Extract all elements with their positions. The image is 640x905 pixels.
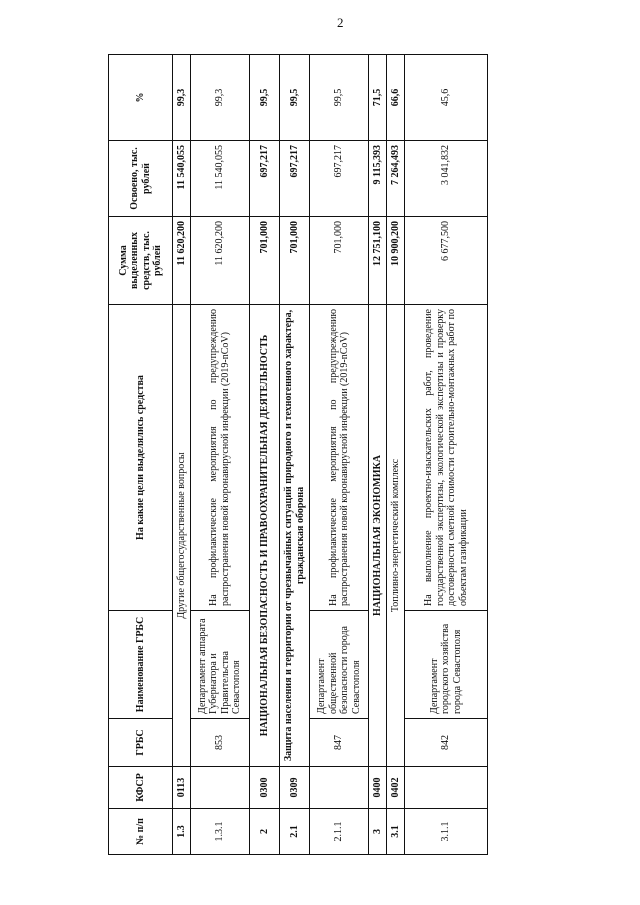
row-allocated: 11 620,200 — [173, 217, 191, 305]
row-section-title: Защита населения и территории от чрезвычайных ситуаций природного и техногенного характера, гражданская оборона — [280, 305, 310, 767]
table-row — [368, 55, 386, 855]
row-allocated: 701,000 — [310, 217, 369, 305]
row-percent: 99,5 — [249, 55, 279, 141]
row-allocated: 6 677,500 — [405, 217, 488, 305]
table-wrapper — [108, 55, 488, 855]
row-grbs: 842 — [405, 719, 488, 767]
row-spent: 697,217 — [249, 141, 279, 217]
header-purpose: На какие цели выделялись средства — [109, 305, 173, 611]
row-grbs: 853 — [191, 719, 250, 767]
row-num: 2.1 — [280, 809, 310, 855]
table-row — [173, 55, 191, 855]
row-grbs: 847 — [310, 719, 369, 767]
row-percent: 99,3 — [173, 55, 191, 141]
row-section-title: НАЦИОНАЛЬНАЯ ЭКОНОМИКА — [368, 305, 386, 767]
row-percent: 99,5 — [310, 55, 369, 141]
header-grbs-name: Наименование ГРБС — [109, 611, 173, 719]
row-spent: 697,217 — [280, 141, 310, 217]
header-percent: % — [109, 55, 173, 141]
row-num: 2 — [249, 809, 279, 855]
row-spent: 11 540,055 — [173, 141, 191, 217]
header-kfsr: КФСР — [109, 767, 173, 809]
row-kfsr: 0400 — [368, 767, 386, 809]
rotated-page-area — [108, 55, 488, 855]
row-spent: 11 540,055 — [191, 141, 250, 217]
row-num: 2.1.1 — [310, 809, 369, 855]
table-row — [387, 55, 405, 855]
budget-table — [108, 54, 488, 855]
table-header-row — [109, 55, 173, 855]
table-row — [191, 55, 250, 855]
row-kfsr: 0300 — [249, 767, 279, 809]
row-num: 3.1 — [387, 809, 405, 855]
header-grbs: ГРБС — [109, 719, 173, 767]
row-num: 1.3 — [173, 809, 191, 855]
row-grbs-name: Департамент общественной безопасности города Севастополя — [310, 611, 369, 719]
row-section-title: НАЦИОНАЛЬНАЯ БЕЗОПАСНОСТЬ И ПРАВООХРАНИТЕЛЬНАЯ ДЕЯТЕЛЬНОСТЬ — [249, 305, 279, 767]
row-spent: 9 115,393 — [368, 141, 386, 217]
table-row — [405, 55, 488, 855]
row-kfsr-empty — [310, 767, 369, 809]
row-grbs-name: Департамент аппарата Губернатора и Правительства Севастополя — [191, 611, 250, 719]
row-percent: 71,5 — [368, 55, 386, 141]
row-spent: 7 264,493 — [387, 141, 405, 217]
table-row — [310, 55, 369, 855]
row-num: 1.3.1 — [191, 809, 250, 855]
row-grbs-name: Департамент городского хозяйства города Севастополя — [405, 611, 488, 719]
row-purpose: На профилактические мероприятия по предупреждению распространения новой коронавирусной инфекции (2019-nCoV) — [191, 305, 250, 611]
row-num: 3 — [368, 809, 386, 855]
row-section-title: Другие общегосударственные вопросы — [173, 305, 191, 767]
header-num: № п/п — [109, 809, 173, 855]
row-kfsr: 0402 — [387, 767, 405, 809]
row-kfsr-empty — [405, 767, 488, 809]
header-spent: Освоено, тыс. рублей — [109, 141, 173, 217]
row-purpose: На выполнение проектно-изыскательских работ, проведение государственной экспертизы, экологической экспертизы и проверку достоверности сметной стоимости строительно-монтажных работ по объектам газификации — [405, 305, 488, 611]
page-number: 2 — [337, 15, 344, 30]
row-allocated: 701,000 — [249, 217, 279, 305]
row-allocated: 10 900,200 — [387, 217, 405, 305]
row-num: 3.1.1 — [405, 809, 488, 855]
row-kfsr-empty — [191, 767, 250, 809]
table-row — [249, 55, 279, 855]
row-section-title: Топливно-энергетический комплекс — [387, 305, 405, 767]
row-allocated: 12 751,100 — [368, 217, 386, 305]
row-spent: 697,217 — [310, 141, 369, 217]
row-kfsr: 0113 — [173, 767, 191, 809]
header-allocated: Сумма выделенных средств, тыс. рублей — [109, 217, 173, 305]
table-row — [280, 55, 310, 855]
row-percent: 66,6 — [387, 55, 405, 141]
row-allocated: 11 620,200 — [191, 217, 250, 305]
row-percent: 99,3 — [191, 55, 250, 141]
row-purpose: На профилактические мероприятия по предупреждению распространения новой коронавирусной инфекции (2019-nCoV) — [310, 305, 369, 611]
row-spent: 3 041,832 — [405, 141, 488, 217]
row-allocated: 701,000 — [280, 217, 310, 305]
row-percent: 99,5 — [280, 55, 310, 141]
row-percent: 45,6 — [405, 55, 488, 141]
row-kfsr: 0309 — [280, 767, 310, 809]
